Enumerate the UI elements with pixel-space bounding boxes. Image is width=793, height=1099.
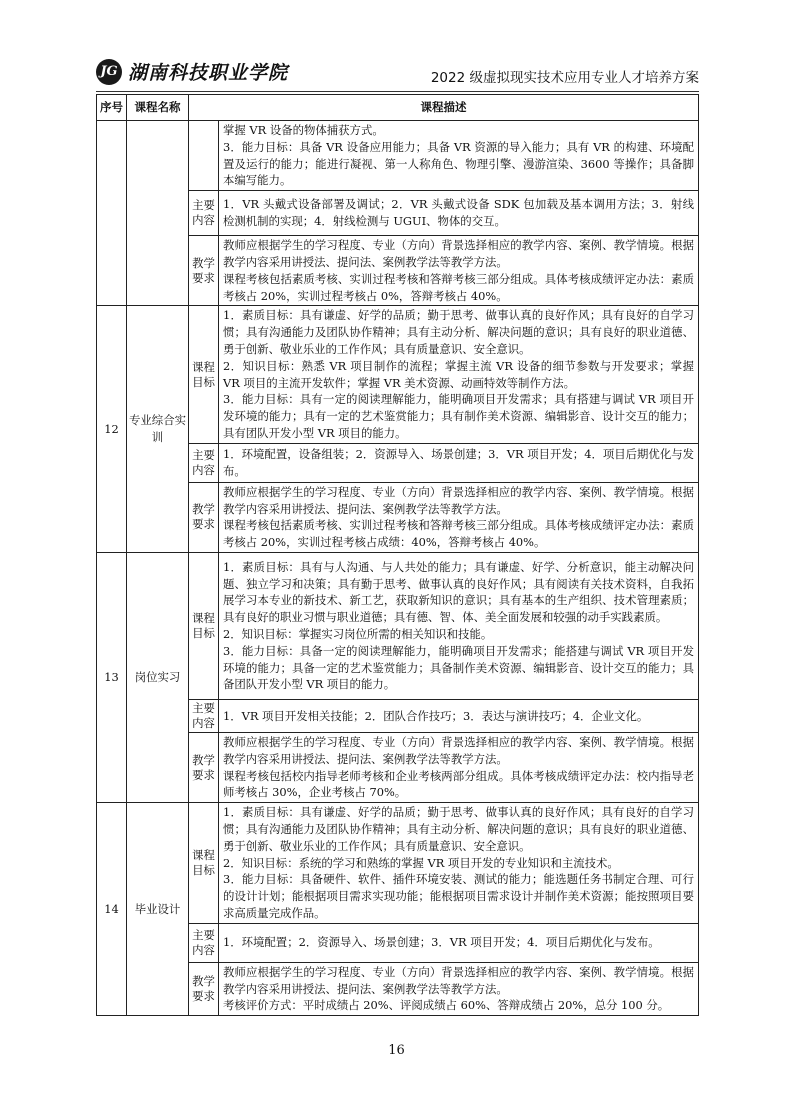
table-row bbox=[97, 552, 699, 699]
course-content-text: 1．环境配置，设备组装；2．资源导入、场景创建；3．VR 项目开发；4．项目后期优化与发布。 bbox=[219, 443, 699, 482]
content-label: 主要内容 bbox=[192, 927, 215, 957]
page-number: 16 bbox=[388, 1043, 405, 1058]
table-row bbox=[97, 306, 699, 443]
course-goal-text: 掌握 VR 设备的物体捕获方式。 3．能力目标：具备 VR 设备应用能力；具备 VR 资源的导入能力；具有 VR 的构建、环境配置及运行的能力；能进行凝视、第一人称角色、物理引擎、漫游渲染、3600 等操作；具备脚本编写能力。 bbox=[219, 121, 699, 191]
teach-label: 教学要求 bbox=[192, 502, 215, 532]
table-row bbox=[97, 121, 699, 191]
course-content-text: 1．环境配置；2．资源导入、场景创建；3．VR 项目开发；4．项目后期优化与发布。 bbox=[219, 923, 699, 962]
content-label: 主要内容 bbox=[192, 447, 215, 477]
teach-label: 教学要求 bbox=[192, 752, 215, 782]
course-content-text: 1．VR 头戴式设备部署及调试；2．VR 头戴式设备 SDK 包加载及基本调用方法；3．射线检测机制的实现；4．射线检测与 UGUI、物体的交互。 bbox=[219, 191, 699, 236]
course-teach-text: 教师应根据学生的学习程度、专业（方向）背景选择相应的教学内容、案例、教学情境。根据教学内容采用讲授法、提问法、案例教学法等教学方法。 课程考核包括素质考核、实训过程考核和答辩考核三部分组成。具体考核成绩评定办法：素质考核占 20%，实训过程考核占成绩：40%，答辩考核占 40%。 bbox=[219, 482, 699, 552]
content-label: 主要内容 bbox=[192, 198, 215, 228]
course-teach-text: 教师应根据学生的学习程度、专业（方向）背景选择相应的教学内容、案例、教学情境。根据教学内容采用讲授法、提问法、案例教学法等教学方法。 课程考核包括素质考核、实训过程考核和答辩考核三部分组成。具体考核成绩评定办法：素质考核占 20%，实训过程考核占 0%，答辩考核占 40%。 bbox=[219, 236, 699, 306]
school-name-logo: 湖南科技职业学院 bbox=[128, 62, 289, 84]
header-course-desc: 课程描述 bbox=[189, 95, 699, 121]
course-name: 毕业设计 bbox=[127, 803, 189, 1016]
school-seal-icon: JG bbox=[96, 59, 122, 85]
goal-label: 课程目标 bbox=[192, 847, 215, 877]
content-label: 主要内容 bbox=[192, 700, 215, 730]
page-header bbox=[96, 58, 699, 90]
table-row bbox=[97, 803, 699, 924]
course-name: 岗位实习 bbox=[127, 552, 189, 802]
course-name: 专业综合实训 bbox=[127, 306, 189, 553]
header-course-name: 课程名称 bbox=[127, 95, 189, 121]
course-goal-text: 1．素质目标：具有与人沟通、与人共处的能力；具有谦虚、好学、分析意识，能主动解决问题、独立学习和决策；具有勤于思考、做事认真的良好作风；具有阅读有关技术资料，自我拓展学习本专业的新技术、新工艺，获取新知识的意识；具有基本的生产组织、技术管理素质；具有良好的职业习惯与职业道德；具有德、智、体、美全面发展和较强的动手实践素质。 2．知识目标：掌握实习岗位所需的相关知识和技能。 3．能力目标：具备一定的阅读理解能力，能明确项目开发需求；能搭建与调试 VR 项目开发环境的能力；具备一定的艺术鉴赏能力；具备制作美术资源、编辑影音、设计交互的能力；具备团队开发小型 VR 项目的能力。 bbox=[219, 552, 699, 699]
header-num: 序号 bbox=[97, 95, 127, 121]
goal-label: 课程目标 bbox=[192, 610, 215, 640]
course-goal-text: 1．素质目标：具有谦虚、好学的品质；勤于思考、做事认真的良好作风；具有良好的自学习惯；具有沟通能力及团队协作精神；具有主动分析、解决问题的意识；具有良好的职业道德、勇于创新、敬业乐业的工作作风；具有质量意识、安全意识。 2．知识目标：系统的学习和熟练的掌握 VR 项目开发的专业知识和主流技术。 3．能力目标：具备硬件、软件、插件环境安装、测试的能力；能选题任务书制定合理、可行的设计计划；能根据项目需求实现功能；能根据项目需求设计并制作美术资源；能按照项目要求高质量完成作品。 bbox=[219, 803, 699, 924]
course-teach-text: 教师应根据学生的学习程度、专业（方向）背景选择相应的教学内容、案例、教学情境。根据教学内容采用讲授法、提问法、案例教学法等教学方法。 考核评价方式：平时成绩占 20%、评阅成绩占 60%、答辩成绩占 20%，总分 100 分。 bbox=[219, 962, 699, 1015]
teach-label: 教学要求 bbox=[192, 973, 215, 1003]
course-goal-text: 1．素质目标：具有谦虚、好学的品质；勤于思考、做事认真的良好作风；具有良好的自学习惯；具有沟通能力及团队协作精神；具有主动分析、解决问题的意识；具有良好的职业道德、勇于创新、敬业乐业的工作作风；具有质量意识、安全意识。 2．知识目标：熟悉 VR 项目制作的流程；掌握主流 VR 设备的细节参数与开发要求；掌握 VR 项目的主流开发软件；掌握 VR 美术资源、动画特效等制作方法。 3．能力目标：具有一定的阅读理解能力，能明确项目开发需求；具有搭建与调试 VR 项目开发环境的能力；具有一定的艺术鉴赏能力；具有制作美术资源、编辑影音、设计交互的能力；具有团队开发小型 VR 项目的能力。 bbox=[219, 306, 699, 443]
course-num: 12 bbox=[97, 306, 127, 553]
goal-label: 课程目标 bbox=[192, 359, 215, 389]
course-num: 14 bbox=[97, 803, 127, 1016]
document-title: 2022 级虚拟现实技术应用专业人才培养方案 bbox=[430, 70, 699, 86]
teach-label: 教学要求 bbox=[192, 255, 215, 285]
school-logo bbox=[96, 58, 288, 85]
course-table bbox=[96, 94, 699, 1016]
header-divider bbox=[96, 91, 699, 92]
course-content-text: 1．VR 项目开发相关技能；2．团队合作技巧；3．表达与演讲技巧；4．企业文化。 bbox=[219, 699, 699, 732]
table-header-row bbox=[97, 95, 699, 121]
course-num: 13 bbox=[97, 552, 127, 802]
course-teach-text: 教师应根据学生的学习程度、专业（方向）背景选择相应的教学内容、案例、教学情境。根据教学内容采用讲授法、提问法、案例教学法等教学方法。 课程考核包括校内指导老师考核和企业考核两部分组成。具体考核成绩评定办法：校内指导老师考核占 30%，企业考核占 70%。 bbox=[219, 732, 699, 802]
